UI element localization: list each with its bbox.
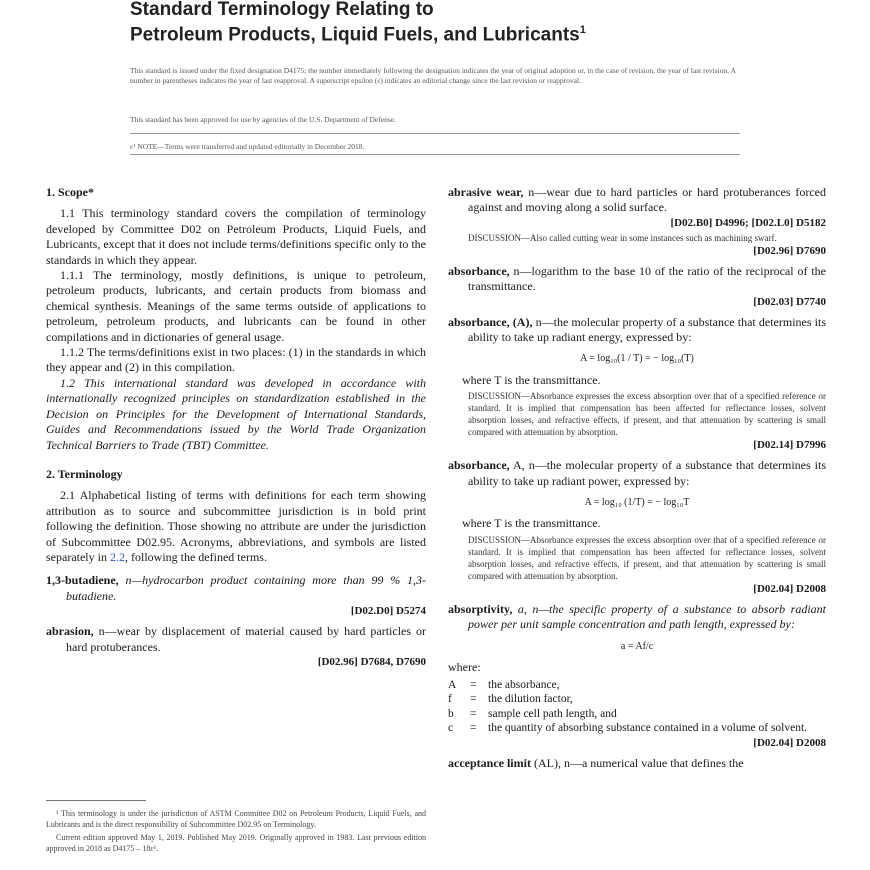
footnote-2: Current edition approved May 1, 2019. Published May 2019. Originally approved in 1983. Last previous edition approved in 2018 as D4175 – 18ε¹. bbox=[46, 833, 426, 853]
term-entry bbox=[448, 458, 826, 489]
footnote-divider bbox=[46, 800, 146, 801]
approval-note: This standard has been approved for use by agencies of the U.S. Department of Defense. bbox=[130, 115, 396, 124]
left-column bbox=[46, 185, 426, 669]
term-entry bbox=[448, 315, 826, 346]
term-name: 1,3-butadiene, bbox=[46, 573, 119, 588]
variable-item bbox=[448, 721, 826, 736]
term-reference: [D02.D0] D5274 bbox=[350, 605, 426, 618]
term-entry bbox=[448, 264, 826, 309]
term-name: absorbance, (A), bbox=[448, 314, 533, 329]
term-reference: [D02.14] D7996 bbox=[753, 439, 826, 452]
term-name: absorbance, bbox=[448, 458, 510, 473]
term-name: acceptance limit bbox=[448, 755, 531, 770]
variable-description: the dilution factor, bbox=[488, 693, 573, 705]
editorial-note: ε¹ NOTE—Terms were transferred and updated editorially in December 2018. bbox=[130, 142, 365, 151]
term-discussion: DISCUSSION—Absorbance expresses the excess absorption over that of a specified reference or standard. It is implied that compensation has been affected for reflectance losses, solvent absorption losses, and refractive effects, if present, and that attenuation by scattering is small compared with attenuation by absorption. bbox=[468, 391, 826, 438]
section-heading-terminology: 2. Terminology bbox=[46, 466, 123, 481]
title-footnote-mark: 1 bbox=[579, 24, 586, 36]
term-definition: n—wear by displacement of material caused by hard particles or hard protuberances. bbox=[66, 624, 426, 654]
term-reference: [D02.96] D7690 bbox=[753, 244, 826, 257]
variable-equals: = bbox=[470, 678, 477, 691]
variable-description: sample cell path length, and bbox=[488, 707, 617, 720]
variable-symbol: c bbox=[448, 722, 454, 734]
term-definition: n—hydrocarbon product containing more than 99 % 1,3-butadiene. bbox=[66, 573, 426, 603]
header-divider bbox=[130, 154, 740, 155]
variable-symbol: b bbox=[448, 707, 454, 720]
paragraph-2-1-text-a: 2.1 Alphabetical listing of terms with definitions for each term showing attribution as to source and subcommittee jurisdiction is in bold print following the definition. Those showing no attribute are under the jurisdiction of Subcommittee D02.95. Acronyms, abbreviations, and symbols are listed separately in bbox=[46, 488, 426, 564]
term-definition: n—wear due to hard particles or hard protuberances forced against and moving along a solid surface. bbox=[468, 185, 826, 215]
term-reference: [D02.03] D7740 bbox=[753, 295, 826, 308]
variable-symbol: A bbox=[448, 678, 457, 691]
variable-symbol: f bbox=[448, 693, 452, 705]
equation: a = Af/c bbox=[620, 640, 654, 652]
right-column bbox=[448, 185, 826, 771]
paragraph-1-1-1: 1.1.1 The terminology, mostly definitions, is unique to petroleum, petroleum products, lubricants, and certain products from biomass and chemical synthesis. Meanings of the same terms outside of applications to petroleum, petroleum products, and lubricants can be found in other compilations and in dictionaries of general usage. bbox=[46, 268, 426, 344]
footnotes bbox=[46, 808, 426, 854]
term-discussion: DISCUSSION—Also called cutting wear in some instances such as machining swarf. bbox=[468, 232, 777, 243]
term-name: abrasion, bbox=[46, 624, 94, 639]
term-entry bbox=[46, 573, 426, 618]
variable-description: the quantity of absorbing substance contained in a volume of solvent. bbox=[488, 722, 808, 734]
term-reference: [D02.04] D2008 bbox=[753, 736, 826, 749]
where-clause: where T is the transmittance. bbox=[462, 516, 601, 531]
paragraph-1-2: 1.2 This international standard was developed in accordance with internationally recognized principles on standardization established in the Decision on Principles for the Development of International Standards, Guides and Recommendations issued by the World Trade Organization Technical Barriers to Trade (TBT) Committee. bbox=[46, 375, 426, 452]
term-entry bbox=[448, 185, 826, 230]
where-clause: where T is the transmittance. bbox=[462, 372, 601, 387]
term-discussion: DISCUSSION—Absorbance expresses the excess absorption over that of a specified reference or standard. It is implied that compensation has been affected for reflectance losses, solvent absorption losses, and refractive effects, if present, and that attenuation by scattering is small compared with attenuation by absorption. bbox=[468, 534, 826, 581]
term-entry bbox=[448, 756, 826, 771]
variable-equals: = bbox=[470, 707, 477, 720]
variable-equals: = bbox=[470, 693, 477, 705]
term-reference: [D02.96] D7684, D7690 bbox=[317, 655, 426, 668]
term-name: abrasive wear, bbox=[448, 185, 524, 199]
term-definition: n—the molecular property of a substance that determines its ability to take up radiant energy, expressed by: bbox=[468, 314, 827, 345]
designation-note: This standard is issued under the fixed designation D4175; the number immediately following the designation indicates the year of original adoption or, in the case of revision, the year of last revision. A number in parentheses indicates the year of last reapproval. A superscript epsilon (ε) indicates an editorial change since the last revision or reapproval. bbox=[130, 66, 736, 85]
title-line-2-text: Petroleum Products, Liquid Fuels, and Lubricants bbox=[130, 24, 580, 46]
term-entry bbox=[46, 624, 426, 669]
term-reference: [D02.04] D2008 bbox=[753, 582, 826, 595]
term-name: absorbance, bbox=[448, 263, 510, 278]
paragraph-2-1 bbox=[46, 488, 426, 565]
paragraph-2-1-text-b: , following the defined terms. bbox=[124, 549, 267, 564]
equation: A = log₁₀ (1/T) = − log₁₀T bbox=[584, 497, 690, 509]
term-definition: a, n—the specific property of a substance to absorb radiant power per unit sample concentration and path length, expressed by: bbox=[468, 601, 826, 632]
footnote-1: ¹ This terminology is under the jurisdiction of ASTM Committee D02 on Petroleum Products, Liquid Fuels, and Lubricants and is the direct responsibility of Subcommittee D02.95 on Terminology. bbox=[46, 809, 426, 829]
section-heading-scope: 1. Scope* bbox=[46, 185, 94, 199]
document-title bbox=[130, 0, 586, 45]
term-entry bbox=[448, 602, 826, 633]
paragraph-1-1: 1.1 This terminology standard covers the compilation of terminology developed by Committee D02 on Petroleum Products, Liquid Fuels, and Lubricants, except that it does not include terms/definitions specific only to the standards in which they appear. bbox=[46, 206, 426, 267]
title-line-2 bbox=[130, 20, 586, 45]
variable-list bbox=[448, 678, 826, 736]
term-definition: A, n—the molecular property of a substance that determines its ability to take up radiant power, expressed by: bbox=[468, 458, 826, 488]
variable-equals: = bbox=[470, 722, 477, 734]
section-2-2-link[interactable]: 2.2 bbox=[109, 549, 125, 564]
title-line-1: Standard Terminology Relating to bbox=[130, 0, 434, 20]
where-clause: where: bbox=[448, 660, 481, 675]
paragraph-1-1-2: 1.1.2 The terms/definitions exist in two places: (1) in the standards in which they appear and (2) in this compilation. bbox=[46, 345, 426, 375]
variable-description: the absorbance, bbox=[488, 678, 560, 691]
variable-item bbox=[448, 678, 826, 693]
term-reference: [D02.B0] D4996; [D02.L0] D5182 bbox=[670, 216, 826, 229]
variable-item bbox=[448, 707, 826, 722]
variable-item bbox=[448, 692, 826, 707]
term-name: absorptivity, bbox=[448, 601, 513, 616]
term-definition: (AL), n—a numerical value that defines the bbox=[530, 755, 744, 770]
equation: A = log₁₀(1 / T) = − log₁₀(T) bbox=[580, 353, 694, 365]
term-definition: n—logarithm to the base 10 of the ratio of the reciprocal of the transmittance. bbox=[468, 263, 826, 294]
header-divider bbox=[130, 133, 740, 134]
